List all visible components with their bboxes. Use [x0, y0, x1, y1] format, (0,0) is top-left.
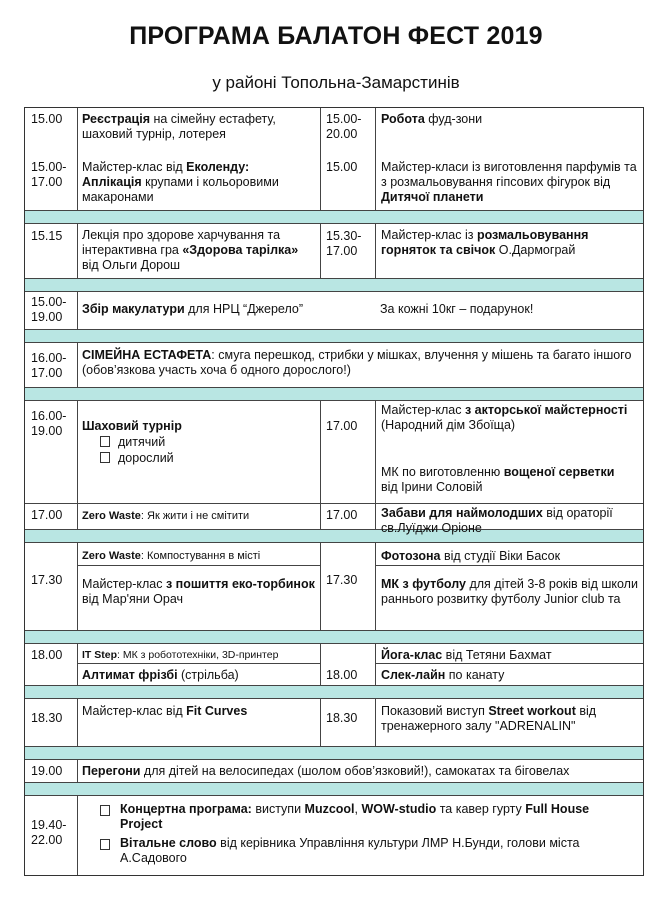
event: Лекція про здорове харчування та інтерактивна гра «Здорова тарілка» від Ольги Дорош	[82, 228, 299, 272]
time: 18.00	[326, 668, 358, 682]
checkbox-icon	[100, 839, 110, 850]
separator	[25, 783, 643, 796]
time: 15.00-17.00	[31, 160, 67, 189]
event: СІМЕЙНА ЕСТАФЕТА: смуга перешкод, стрибки у мішках, влучення у мішень та багато іншого (обов’язкова участь хоча б одного дорослого!)	[82, 348, 632, 377]
event: Показовий виступ Street workout від тренажерного залу "ADRENALIN"	[381, 704, 597, 733]
event: Концертна програма: виступи Muzcool, WOW-studio та кавер гурту Full House Project	[100, 802, 613, 832]
time: 15.00	[31, 112, 63, 126]
event: МК з футболу для дітей 3-8 років від школи раннього розвитку футболу Junior club та	[381, 577, 638, 606]
schedule-table	[24, 107, 644, 876]
event: Вітальне слово від керівника Управління культури ЛМР Н.Бунди, голови міста А.Садового	[100, 836, 613, 866]
time: 15.00-19.00	[31, 295, 67, 324]
separator	[25, 388, 643, 401]
separator	[25, 279, 643, 292]
time: 17.00	[326, 419, 358, 433]
separator	[25, 211, 643, 224]
event: Zero Waste: Компостування в місті	[82, 550, 261, 562]
checkbox-icon	[100, 436, 110, 447]
page-subtitle: у районі Топольна-Замарстинів	[212, 73, 460, 92]
page-title: ПРОГРАМА БАЛАТОН ФЕСТ 2019	[129, 22, 543, 50]
separator	[25, 747, 643, 760]
table-row	[25, 543, 643, 631]
time: 18.00	[31, 648, 63, 662]
time: 15.00-20.00	[326, 112, 362, 141]
time: 19.00	[31, 764, 63, 778]
event: Майстер-клас від Еколенду: Аплікація крупами і кольоровими макаронами	[82, 160, 279, 204]
separator	[25, 631, 643, 644]
option: дорослий	[100, 451, 174, 466]
table-row	[25, 644, 643, 686]
time: 19.40-22.00	[31, 818, 67, 847]
checkbox-icon	[100, 805, 110, 816]
event: Майстер-класи із виготовлення парфумів та з розмальовування гіпсових фігурок від Дитячої планети	[381, 160, 637, 204]
time: 17.30	[31, 573, 63, 587]
event: IT Step: МК з робототехніки, 3D-принтер	[82, 649, 279, 661]
event: МК по виготовленню вощеної серветки від Ірини Соловій	[381, 465, 615, 494]
event: Алтимат фрізбі (стрільба)	[82, 668, 239, 682]
event: Zero Waste: Як жити і не смітити	[82, 510, 250, 522]
table-row	[25, 292, 643, 330]
event: Збір макулатури для НРЦ “Джерело”	[82, 302, 304, 316]
event: Майстер-клас з акторської майстерності (Народний дім Збоїща)	[381, 403, 628, 432]
option: дитячий	[100, 435, 165, 450]
event: Йога-клас від Тетяни Бахмат	[381, 648, 552, 662]
time: 17.00	[326, 508, 358, 522]
time: 17.30	[326, 573, 358, 587]
event: Майстер-клас від Fit Curves	[82, 704, 248, 718]
table-row	[25, 224, 643, 279]
time: 16.00-19.00	[31, 409, 67, 438]
time: 15.15	[31, 229, 63, 243]
table-row	[25, 343, 643, 388]
table-row	[25, 699, 643, 747]
table-row	[25, 504, 643, 535]
table-row	[25, 108, 643, 211]
event: Шаховий турнір	[82, 419, 182, 433]
table-row	[25, 796, 643, 875]
time: 18.30	[31, 711, 63, 725]
event: Перегони для дітей на велосипедах (шолом обов’язковий!), самокатах та біговелах	[82, 764, 570, 778]
event: Майстер-клас з пошиття еко-торбинок від Мар'яни Орач	[82, 577, 315, 606]
event: Майстер-клас із розмальовування горняток та свічок О.Дармограй	[381, 228, 589, 257]
separator	[25, 330, 643, 343]
time: 16.00-17.00	[31, 351, 67, 380]
event: Реєстрація на сімейну естафету, шаховий турнір, лотерея	[82, 112, 276, 141]
table-row	[25, 401, 643, 504]
time: 15.00	[326, 160, 358, 174]
separator	[25, 686, 643, 699]
note: За кожні 10кг – подарунок!	[380, 302, 534, 316]
time: 15.30-17.00	[326, 229, 362, 258]
checkbox-icon	[100, 452, 110, 463]
event: Робота фуд-зони	[381, 112, 483, 126]
time: 18.30	[326, 711, 358, 725]
event: Слек-лайн по канату	[381, 668, 505, 682]
event: Забави для наймолодших від ораторії св.Луїджи Оріоне	[381, 506, 613, 535]
event: Фотозона від студії Віки Басок	[381, 549, 561, 563]
table-row	[25, 760, 643, 783]
time: 17.00	[31, 508, 63, 522]
